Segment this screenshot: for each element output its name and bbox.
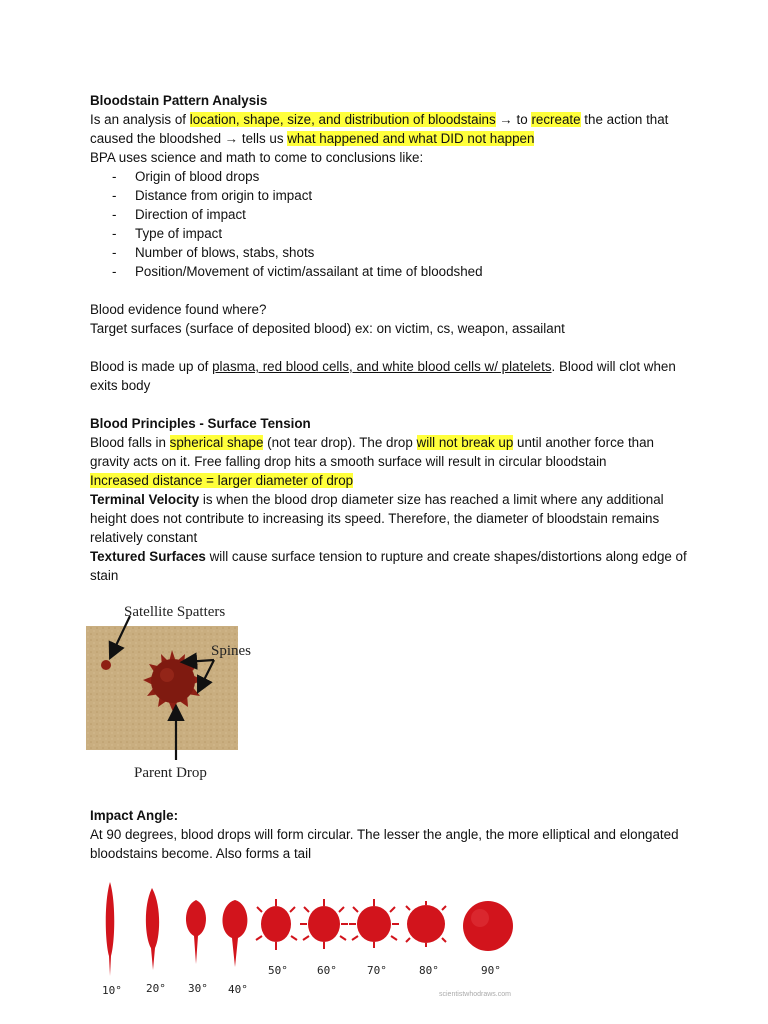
textured-surfaces-paragraph: Textured Surfaces will cause surface tension to rupture and create shapes/distortions along edge of stain	[90, 549, 687, 583]
highlight: will not break up	[416, 435, 514, 450]
list-item: - Origin of blood drops	[90, 167, 690, 186]
drop-10	[106, 882, 115, 976]
satellite-spatter	[101, 660, 111, 670]
drop-50	[256, 899, 297, 950]
angle-label: 50°	[268, 964, 288, 977]
list-item: - Distance from origin to impact	[90, 186, 690, 205]
image-credit: scientistwhodraws.com	[439, 991, 511, 998]
blood-composition: Blood is made up of plasma, red blood cells, and white blood cells w/ platelets. Blood will clot when exits body	[90, 359, 676, 393]
angle-label: 40°	[228, 983, 248, 996]
angle-label: 20°	[146, 982, 166, 995]
angle-label: 90°	[481, 964, 501, 977]
evidence-question: Blood evidence found where?	[90, 302, 267, 317]
drop-90	[463, 901, 513, 951]
drop-60	[300, 899, 348, 949]
intro-paragraph: Is an analysis of location, shape, size, and distribution of bloodstains → to recreate the action that caused the bloodshed → tells us what happened and what DID not happen	[90, 112, 669, 146]
angle-label: 10°	[102, 984, 122, 997]
drop-20	[146, 888, 159, 970]
list-item: - Direction of impact	[90, 205, 690, 224]
label-spines: Spines	[211, 643, 252, 659]
highlight: Increased distance = larger diameter of drop	[90, 473, 354, 488]
drop-70	[349, 899, 399, 948]
highlight: location, shape, size, and distribution of bloodstains	[189, 112, 496, 127]
drop-30	[186, 900, 206, 964]
underlined-text: plasma, red blood cells, and white blood cells w/ platelets	[212, 359, 552, 374]
angle-label: 60°	[317, 964, 337, 977]
impact-heading: Impact Angle:	[90, 808, 179, 823]
label-parent-drop: Parent Drop	[134, 765, 207, 781]
drop-80	[406, 901, 446, 947]
highlight: recreate	[531, 112, 581, 127]
angle-label: 30°	[188, 982, 208, 995]
angle-label: 70°	[367, 964, 387, 977]
list-item: - Number of blows, stabs, shots	[90, 243, 690, 262]
angle-label: 80°	[419, 964, 439, 977]
bpa-line: BPA uses science and math to come to conclusions like:	[90, 150, 424, 165]
list-item: - Position/Movement of victim/assailant at time of bloodshed	[90, 262, 690, 281]
bloodstain-illustration	[72, 590, 270, 782]
impact-paragraph: At 90 degrees, blood drops will form circular. The lesser the angle, the more elliptical and elongated bloodstains become. Also forms a tail	[90, 827, 679, 861]
target-line: Target surfaces (surface of deposited blood) ex: on victim, cs, weapon, assailant	[90, 321, 565, 336]
principles-heading: Blood Principles - Surface Tension	[90, 416, 311, 431]
conclusions-list	[90, 167, 690, 281]
doc-title: Bloodstain Pattern Analysis	[90, 93, 268, 108]
highlight: spherical shape	[169, 435, 264, 450]
principles-paragraph: Blood falls in spherical shape (not tear drop). The drop will not break up until another force than gravity acts on it. Free falling drop hits a smooth surface will result in circular bloodstain	[90, 435, 655, 469]
bloodstain-figure	[72, 590, 270, 782]
list-item: - Type of impact	[90, 224, 690, 243]
distance-line	[90, 471, 690, 490]
document-body	[90, 91, 690, 585]
terminal-velocity-paragraph: Terminal Velocity is when the blood drop diameter size has reached a limit where any additional height does not contribute to increasing its speed. Therefore, the diameter of bloodstain remains relatively constant	[90, 492, 664, 545]
label-satellite-spatters: Satellite Spatters	[124, 604, 226, 620]
impact-angle-illustration	[92, 872, 532, 1002]
impact-angle-figure	[92, 872, 532, 1002]
drop-40	[223, 900, 248, 967]
highlight: what happened and what DID not happen	[287, 131, 535, 146]
